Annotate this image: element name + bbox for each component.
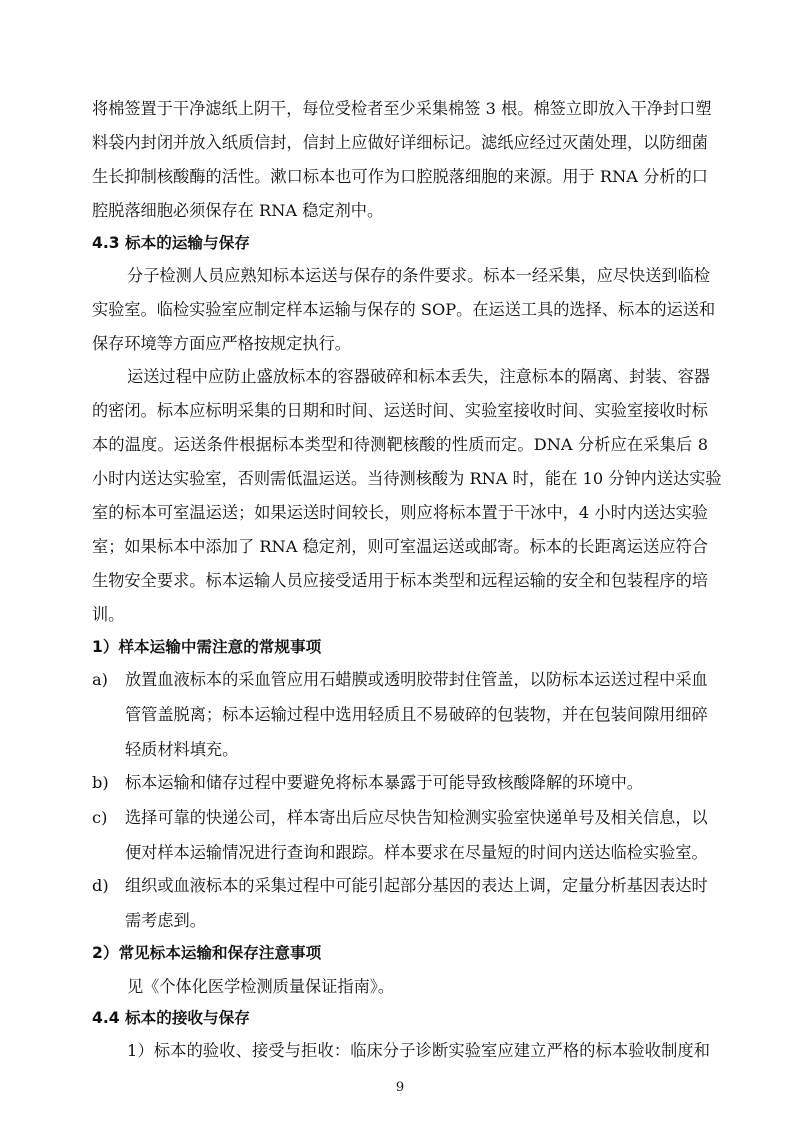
para-4-3-2-line-2: 的密闭。标本应标明采集的日期和时间、运送时间、实验室接收时间、实验室接收时标 <box>92 401 708 420</box>
list-item-line: 组织或血液标本的采集过程中可能引起部分基因的表达上调，定量分析基因表达时 <box>125 876 708 895</box>
list-item-line: 放置血液标本的采血管应用石蜡膜或透明胶带封住管盖，以防标本运送过程中采血 <box>125 670 708 689</box>
section-heading-4-3: 4.3 标本的运输与保存 <box>92 234 250 252</box>
para-4-3-1-line-2: 实验室。临检实验室应制定样本运输与保存的 SOP。在运送工具的选择、标本的运送和 <box>92 300 716 319</box>
list-item-line: 标本运输和储存过程中要避免将标本暴露于可能导致核酸降解的环境中。 <box>125 773 643 792</box>
list-item-line: 管管盖脱离；标本运输过程中选用轻质且不易破碎的包装物，并在包装间隙用细碎 <box>125 705 708 724</box>
list-item-line: 需考虑到。 <box>125 911 206 930</box>
para-4-3-2-line-1: 运送过程中应防止盛放标本的容器破碎和标本丢失，注意标本的隔离、封装、容器 <box>127 367 710 386</box>
para-4-3-1-line-3: 保存环境等方面应严格按规定执行。 <box>92 334 351 353</box>
subheading-transport-notes: 1）样本运输中需注意的常规事项 <box>92 638 322 656</box>
para-4-3-2-line-8: 训。 <box>92 605 125 624</box>
para-4-4-line-1: 1）标本的验收、接受与拒收：临床分子诊断实验室应建立严格的标本验收制度和 <box>127 1041 710 1060</box>
section-heading-4-4: 4.4 标本的接收与保存 <box>92 1009 250 1027</box>
list-marker: a) <box>92 670 108 689</box>
list-marker: d) <box>92 876 109 895</box>
para-4-3-2-line-6: 室；如果标本中添加了 RNA 稳定剂，则可室温运送或邮寄。标本的长距离运送应符合 <box>92 537 708 556</box>
list-item-line: 选择可靠的快递公司，样本寄出后应尽快告知检测实验室快递单号及相关信息，以 <box>125 808 708 827</box>
list-item-line: 轻质材料填充。 <box>125 740 239 759</box>
list-item-c <box>92 808 732 868</box>
para-top-line-1: 将棉签置于干净滤纸上阴干，每位受检者至少采集棉签 3 根。棉签立即放入干净封口塑 <box>92 99 712 118</box>
para-4-3-2-line-7: 生物安全要求。标本运输人员应接受适用于标本类型和远程运输的安全和包装程序的培 <box>92 571 708 590</box>
list-item-line: 便对样本运输情况进行查询和跟踪。样本要求在尽量短的时间内送达临检实验室。 <box>125 843 708 862</box>
page-number: 9 <box>395 1080 405 1095</box>
list-marker: b) <box>92 773 109 792</box>
para-top-line-3: 生长抑制核酸酶的活性。漱口标本也可作为口腔脱落细胞的来源。用于 RNA 分析的口 <box>92 167 708 186</box>
para-4-3-1-line-1: 分子检测人员应熟知标本运送与保存的条件要求。标本一经采集，应尽快送到临检 <box>127 266 710 285</box>
list-item-a <box>92 670 732 790</box>
list-marker: c) <box>92 808 108 827</box>
reference-text: 见《个体化医学检测质量保证指南》。 <box>127 977 395 996</box>
para-4-3-2-line-4: 小时内送达实验室，否则需低温运送。当待测核酸为 RNA 时，能在 10 分钟内送达实验 <box>92 469 722 488</box>
para-4-3-2-line-5: 室的标本可室温运送；如果运送时间较长，则应将标本置于干冰中，4 小时内送达实验 <box>92 503 708 522</box>
subheading-common-notes: 2）常见标本运输和保存注意事项 <box>92 944 322 962</box>
list-item-b <box>92 773 732 797</box>
para-4-3-2-line-3: 本的温度。运送条件根据标本类型和待测靶核酸的性质而定。DNA 分析应在采集后 8 <box>92 435 708 454</box>
list-item-d <box>92 876 732 936</box>
para-top-line-2: 料袋内封闭并放入纸质信封，信封上应做好详细标记。滤纸应经过灭菌处理，以防细菌 <box>92 133 708 152</box>
para-top-line-4: 腔脱落细胞必须保存在 RNA 稳定剂中。 <box>92 201 384 220</box>
